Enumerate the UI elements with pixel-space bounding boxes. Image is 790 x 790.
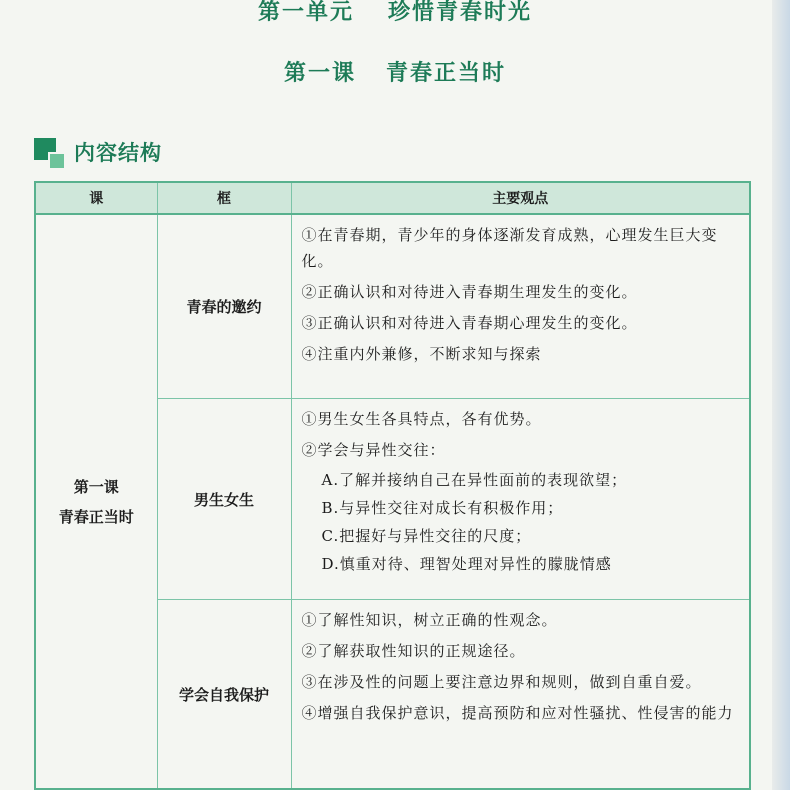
points-cell bbox=[291, 399, 750, 600]
header-points: 主要观点 bbox=[291, 182, 750, 214]
lesson-number: 第一课 bbox=[283, 61, 356, 86]
unit-name: 珍惜青春时光 bbox=[388, 0, 533, 25]
subpoint-item: D.慎重对待、理智处理对异性的朦胧情感 bbox=[321, 555, 612, 573]
point-item: ①了解性知识，树立正确的性观念。 bbox=[301, 611, 558, 629]
subpoint-item: C.把握好与异性交往的尺度； bbox=[321, 527, 532, 545]
subpoint-item: A.了解并接纳自己在异性面前的表现欲望； bbox=[321, 471, 628, 489]
point-item: ①男生女生各具特点，各有优势。 bbox=[301, 410, 542, 428]
points-cell bbox=[291, 214, 750, 399]
header-lesson: 课 bbox=[35, 182, 157, 214]
table-row bbox=[35, 214, 750, 399]
lesson-cell-line2: 青春正当时 bbox=[58, 507, 134, 526]
lesson-cell bbox=[35, 214, 157, 789]
page-edge bbox=[772, 0, 790, 790]
point-item: ②了解获取性知识的正规途径。 bbox=[301, 642, 526, 660]
lesson-cell-line1: 第一课 bbox=[73, 477, 119, 496]
frame-cell: 男生女生 bbox=[157, 399, 291, 600]
square-block-icon bbox=[34, 138, 64, 166]
point-item: ③正确认识和对待进入青春期心理发生的变化。 bbox=[301, 314, 638, 332]
unit-number: 第一单元 bbox=[257, 0, 354, 25]
points-cell bbox=[291, 600, 750, 790]
point-item: ④增强自我保护意识，提高预防和应对性骚扰、性侵害的能力 bbox=[301, 704, 734, 722]
content-structure-table bbox=[34, 181, 751, 790]
section-title: 内容结构 bbox=[74, 141, 162, 165]
lesson-name: 青春正当时 bbox=[386, 61, 507, 86]
table-header-row bbox=[35, 182, 750, 214]
unit-title bbox=[0, 0, 790, 26]
point-item: ①在青春期，青少年的身体逐渐发育成熟，心理发生巨大变化。 bbox=[301, 226, 718, 270]
subpoint-item: B.与异性交往对成长有积极作用； bbox=[321, 499, 564, 517]
point-item: ③在涉及性的问题上要注意边界和规则，做到自重自爱。 bbox=[301, 673, 702, 691]
point-item: ②学会与异性交往： bbox=[301, 441, 446, 459]
header-frame: 框 bbox=[157, 182, 291, 214]
lesson-title bbox=[0, 56, 790, 87]
frame-cell: 青春的邀约 bbox=[157, 214, 291, 399]
frame-cell: 学会自我保护 bbox=[157, 600, 291, 790]
section-heading bbox=[34, 136, 162, 168]
point-item: ④注重内外兼修，不断求知与探索 bbox=[301, 345, 542, 363]
point-item: ②正确认识和对待进入青春期生理发生的变化。 bbox=[301, 283, 638, 301]
